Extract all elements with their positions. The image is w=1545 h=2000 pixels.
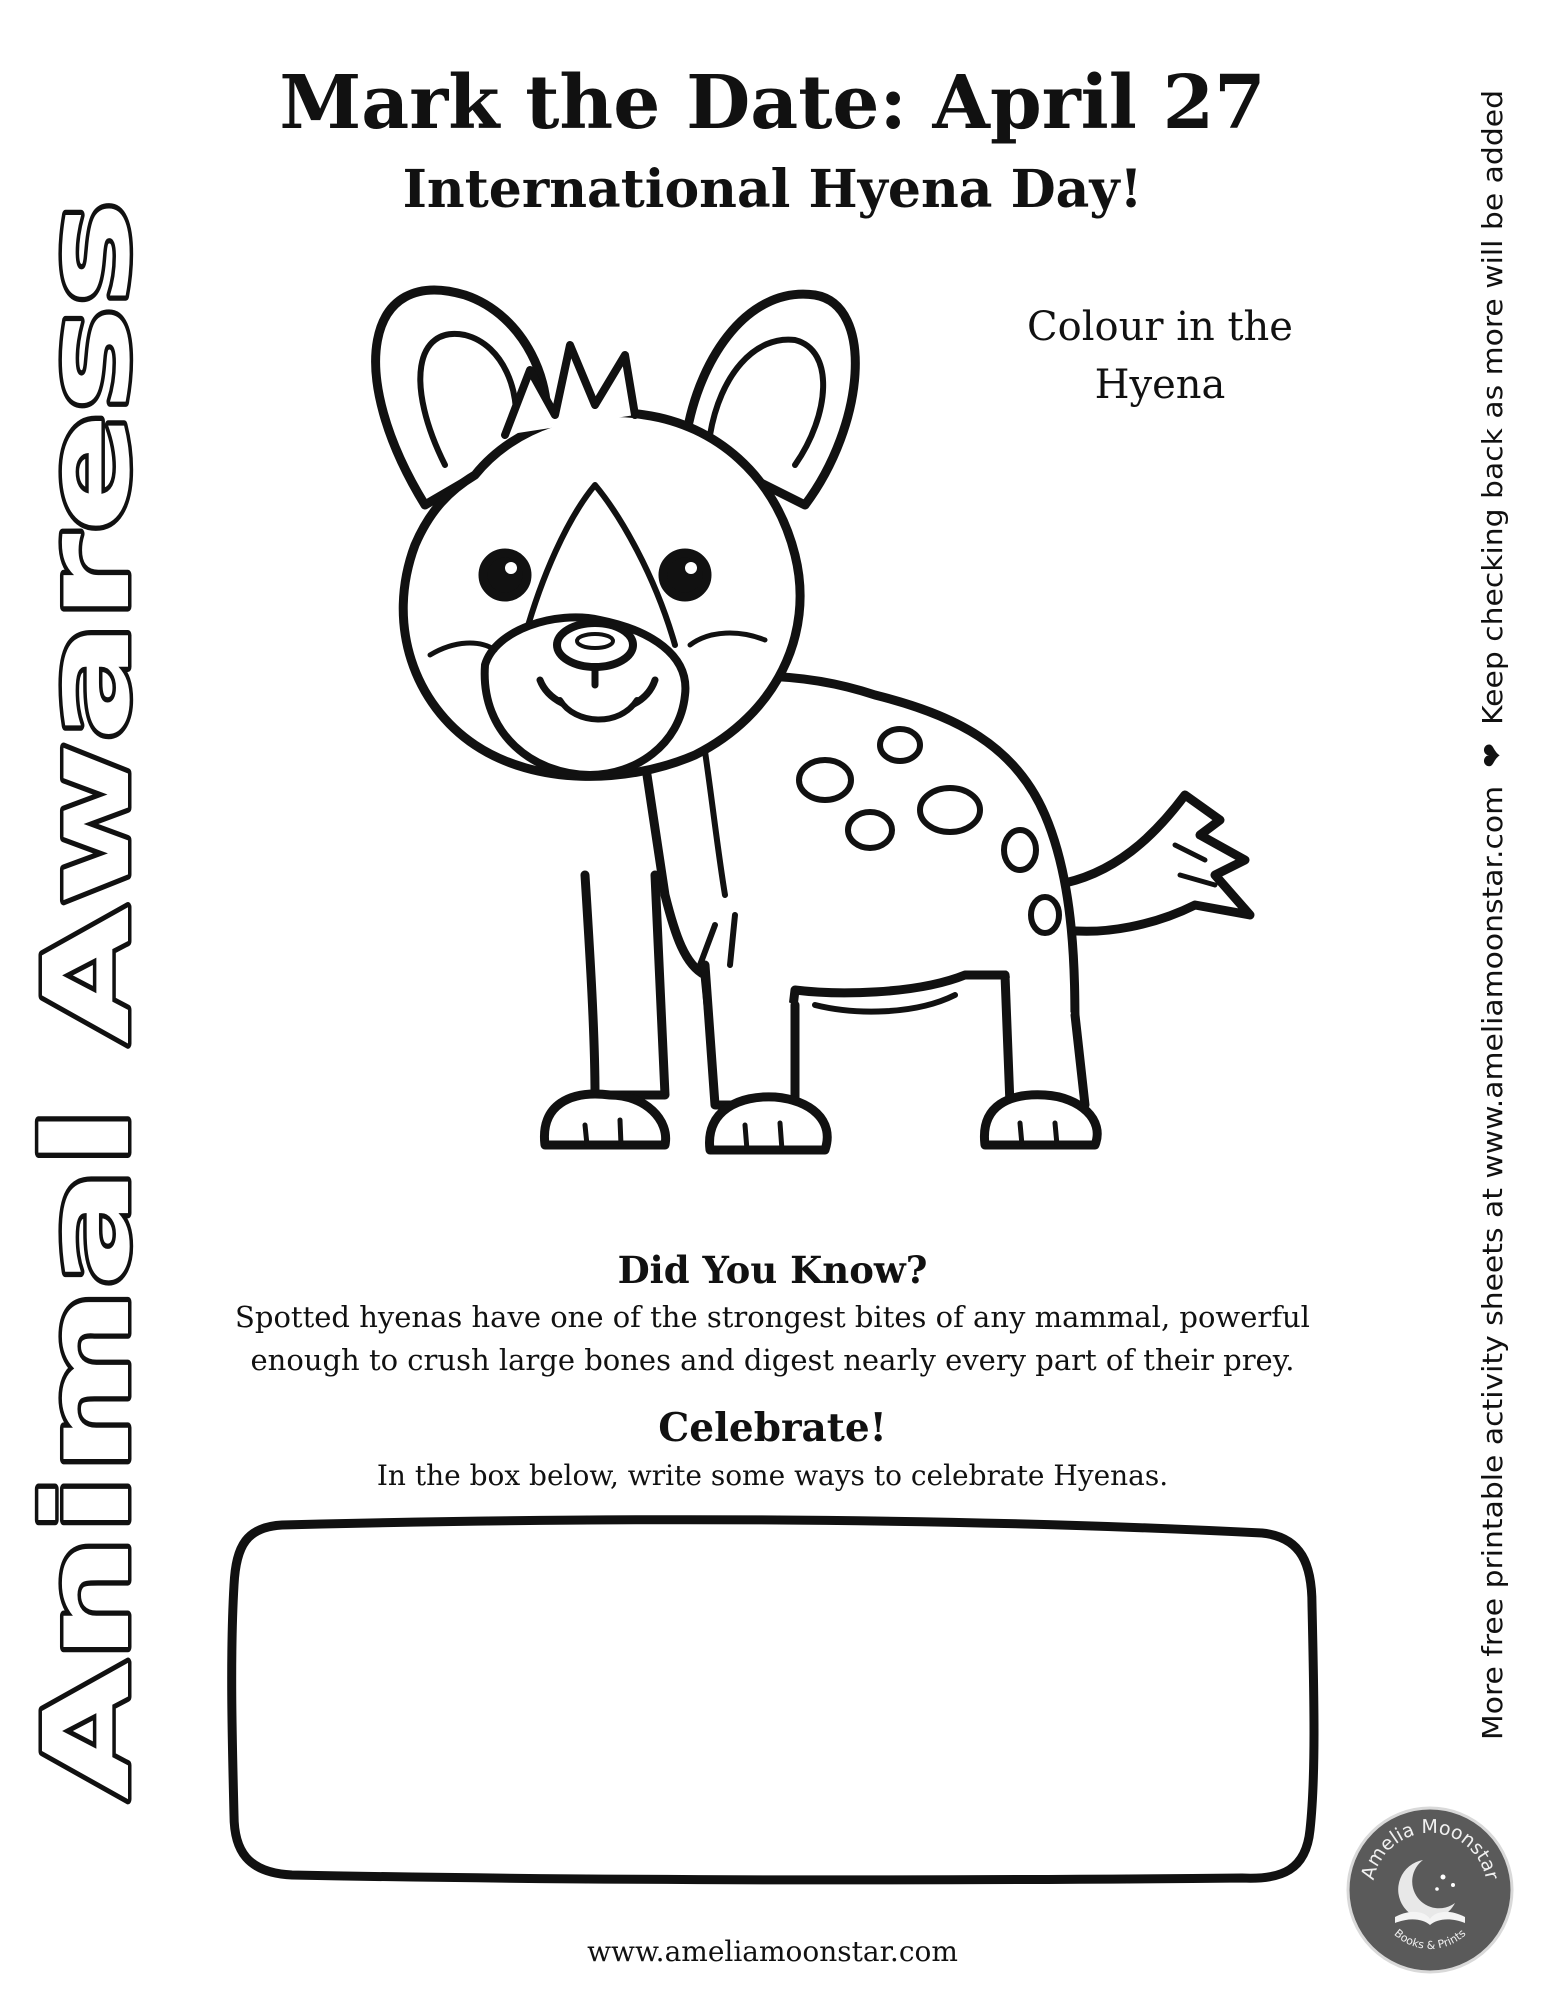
page-subtitle: International Hyena Day! xyxy=(402,159,1143,220)
side-banner xyxy=(10,190,160,1810)
side-banner-text: Animal Awaress xyxy=(18,741,156,1800)
did-you-know-heading: Did You Know? xyxy=(617,1248,928,1292)
page-title: Mark the Date: April 27 xyxy=(279,60,1266,146)
hyena-illustration[interactable] xyxy=(355,275,1275,1155)
side-note-after: Keep checking back as more will be added xyxy=(1476,128,1509,725)
footer-url[interactable]: www.ameliamoonstar.com xyxy=(587,1935,958,1968)
heart-icon: ❤ xyxy=(1476,744,1509,768)
logo-top-text: Amelia Moonstar xyxy=(1357,1815,1503,1882)
celebrate-heading: Celebrate! xyxy=(658,1405,887,1451)
writing-box[interactable] xyxy=(222,1515,1322,1890)
celebrate-instruction: In the box below, write some ways to celebrate Hyenas. xyxy=(376,1459,1169,1492)
coloring-instruction: Colour in the Hyena xyxy=(1027,304,1293,408)
logo-bottom-text: Books & Prints xyxy=(1391,1926,1469,1953)
side-note-before: More free printable activity sheets at www.ameliamoonstar.com xyxy=(1476,843,1509,1740)
fact-text: Spotted hyenas have one of the strongest bites of any mammal, powerful enough to crush large bones and digest nearly every part of their prey. xyxy=(235,1300,1310,1377)
